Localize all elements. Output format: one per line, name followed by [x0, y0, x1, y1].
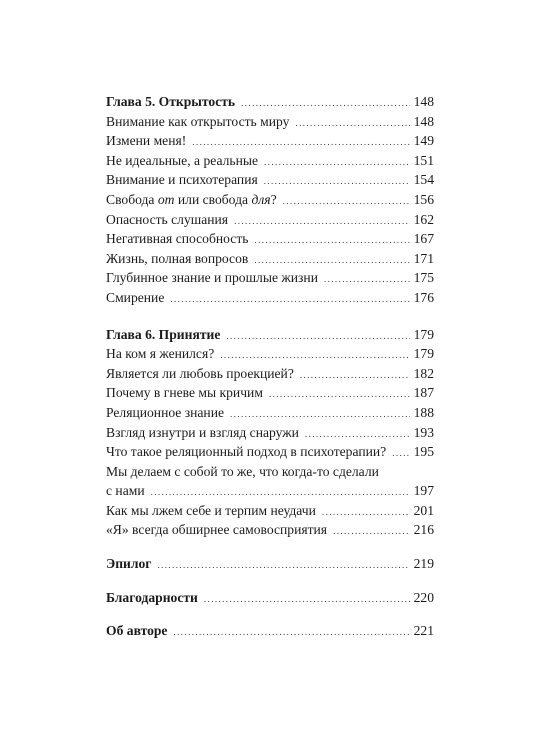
- toc-entry[interactable]: [106, 190, 434, 210]
- toc-title: Взгляд изнутри и взгляд снаружи: [106, 424, 299, 440]
- toc-title-italic-part: для: [251, 191, 271, 207]
- spacer: [106, 540, 434, 554]
- toc-about-author[interactable]: [106, 621, 434, 641]
- toc-entry[interactable]: [106, 170, 434, 190]
- dot-leader: [226, 327, 409, 347]
- toc-title: Об авторе: [106, 623, 168, 639]
- toc-title: «Я» всегда обширнее самовосприятия: [106, 522, 328, 538]
- dot-leader: [234, 212, 410, 232]
- toc-title: [106, 190, 277, 210]
- toc-page-number: 197: [413, 483, 434, 499]
- toc-page-number: 167: [413, 231, 434, 247]
- dot-leader: [264, 172, 410, 192]
- dot-leader: [324, 270, 410, 290]
- toc-page-number: 154: [413, 172, 434, 188]
- toc-page-number: 201: [413, 502, 434, 518]
- toc-entry[interactable]: [106, 501, 434, 521]
- toc-title: Почему в гневе мы кричим: [106, 385, 263, 401]
- toc-title: Как мы лжем себе и терпим неудачи: [106, 502, 316, 518]
- toc-title: Смирение: [106, 289, 165, 305]
- toc-entry[interactable]: [106, 403, 434, 423]
- toc-title: Глава 5. Открытость: [106, 94, 236, 109]
- dot-leader: [333, 522, 410, 542]
- toc-page-number: 216: [413, 522, 434, 538]
- dot-leader: [264, 153, 410, 173]
- toc-title: Глава 6. Принятие: [106, 326, 221, 342]
- toc-page-number: 148: [413, 113, 434, 129]
- toc-page-number: 219: [413, 556, 434, 572]
- toc-title: Внимание и психотерапия: [106, 172, 258, 188]
- toc-page-number: 187: [413, 385, 434, 401]
- toc-page-number: 188: [413, 404, 434, 420]
- toc-page-number: 182: [413, 365, 434, 381]
- toc-title-part: Свобода: [106, 191, 158, 207]
- toc-title: Внимание как открытость миру: [106, 113, 290, 129]
- toc-page-number: 176: [413, 289, 434, 305]
- toc-entry[interactable]: [106, 442, 434, 462]
- dot-leader: [269, 385, 410, 405]
- toc-title: Что такое реляционный подход в психотерапии?: [106, 444, 387, 460]
- toc-title: Эпилог: [106, 556, 152, 572]
- toc-page-number: 162: [413, 211, 434, 227]
- toc-entry[interactable]: [106, 364, 434, 384]
- toc-chapter-6[interactable]: [106, 325, 434, 345]
- toc-entry[interactable]: [106, 520, 434, 540]
- dot-leader: [170, 290, 409, 310]
- toc-title-line-1: Мы делаем с собой то же, что когда-то сделали: [106, 463, 379, 479]
- toc-title: Измени меня!: [106, 133, 187, 149]
- toc-entry[interactable]: [106, 462, 434, 501]
- toc-page-number: 193: [413, 424, 434, 440]
- toc-title-line-2-row: [106, 481, 434, 501]
- toc-page-number: 179: [413, 346, 434, 362]
- toc-title: Не идеальные, а реальные: [106, 152, 259, 168]
- toc-title: Реляционное знание: [106, 404, 225, 420]
- spacer: [106, 607, 434, 621]
- dot-leader: [392, 444, 409, 464]
- toc-page-number: 175: [413, 270, 434, 286]
- toc-acknowledgements[interactable]: [106, 588, 434, 608]
- toc-title: Жизнь, полная вопросов: [106, 250, 249, 266]
- toc-entry[interactable]: [106, 229, 434, 249]
- toc-page-number: 171: [413, 250, 434, 266]
- dot-leader: [157, 556, 409, 576]
- dot-leader: [204, 590, 410, 610]
- toc-title: На ком я женился?: [106, 346, 215, 362]
- toc-page-number: 156: [413, 191, 434, 207]
- dot-leader: [283, 192, 410, 212]
- toc-page-number: 179: [413, 326, 434, 342]
- toc-entry[interactable]: [106, 131, 434, 151]
- toc-entry[interactable]: [106, 112, 434, 132]
- toc-entry[interactable]: [106, 151, 434, 171]
- toc-entry[interactable]: [106, 249, 434, 269]
- toc-title: Негативная способность: [106, 231, 249, 247]
- toc-page-number: 148: [413, 94, 434, 109]
- dot-leader: [254, 231, 409, 251]
- dot-leader: [173, 623, 409, 643]
- toc-title-italic-part: от: [157, 191, 175, 207]
- toc-entry[interactable]: [106, 423, 434, 443]
- toc-title-part: или свобода: [174, 191, 252, 207]
- toc-epilogue[interactable]: [106, 554, 434, 574]
- spacer: [106, 574, 434, 588]
- table-of-contents: [106, 92, 434, 641]
- toc-entry[interactable]: [106, 288, 434, 308]
- dot-leader: [300, 366, 410, 386]
- toc-entry[interactable]: [106, 210, 434, 230]
- toc-title-part: ?: [270, 191, 277, 207]
- toc-entry[interactable]: [106, 344, 434, 364]
- toc-chapter-5[interactable]: [106, 92, 434, 112]
- toc-entry[interactable]: [106, 268, 434, 288]
- toc-title: Глубинное знание и прошлые жизни: [106, 270, 318, 286]
- toc-page-number: 151: [413, 152, 434, 168]
- toc-title: Опасность слушания: [106, 211, 229, 227]
- toc-page-number: 149: [413, 133, 434, 149]
- toc-title: Является ли любовь проекцией?: [106, 365, 294, 381]
- spacer: [106, 308, 434, 325]
- dot-leader: [295, 114, 409, 134]
- toc-title-line-2: с нами: [106, 483, 145, 499]
- dot-leader: [322, 503, 410, 523]
- toc-page-number: 221: [413, 623, 434, 639]
- toc-page-number: 220: [413, 589, 434, 605]
- toc-page-number: 195: [413, 444, 434, 460]
- toc-title: Благодарности: [106, 589, 198, 605]
- toc-entry[interactable]: [106, 383, 434, 403]
